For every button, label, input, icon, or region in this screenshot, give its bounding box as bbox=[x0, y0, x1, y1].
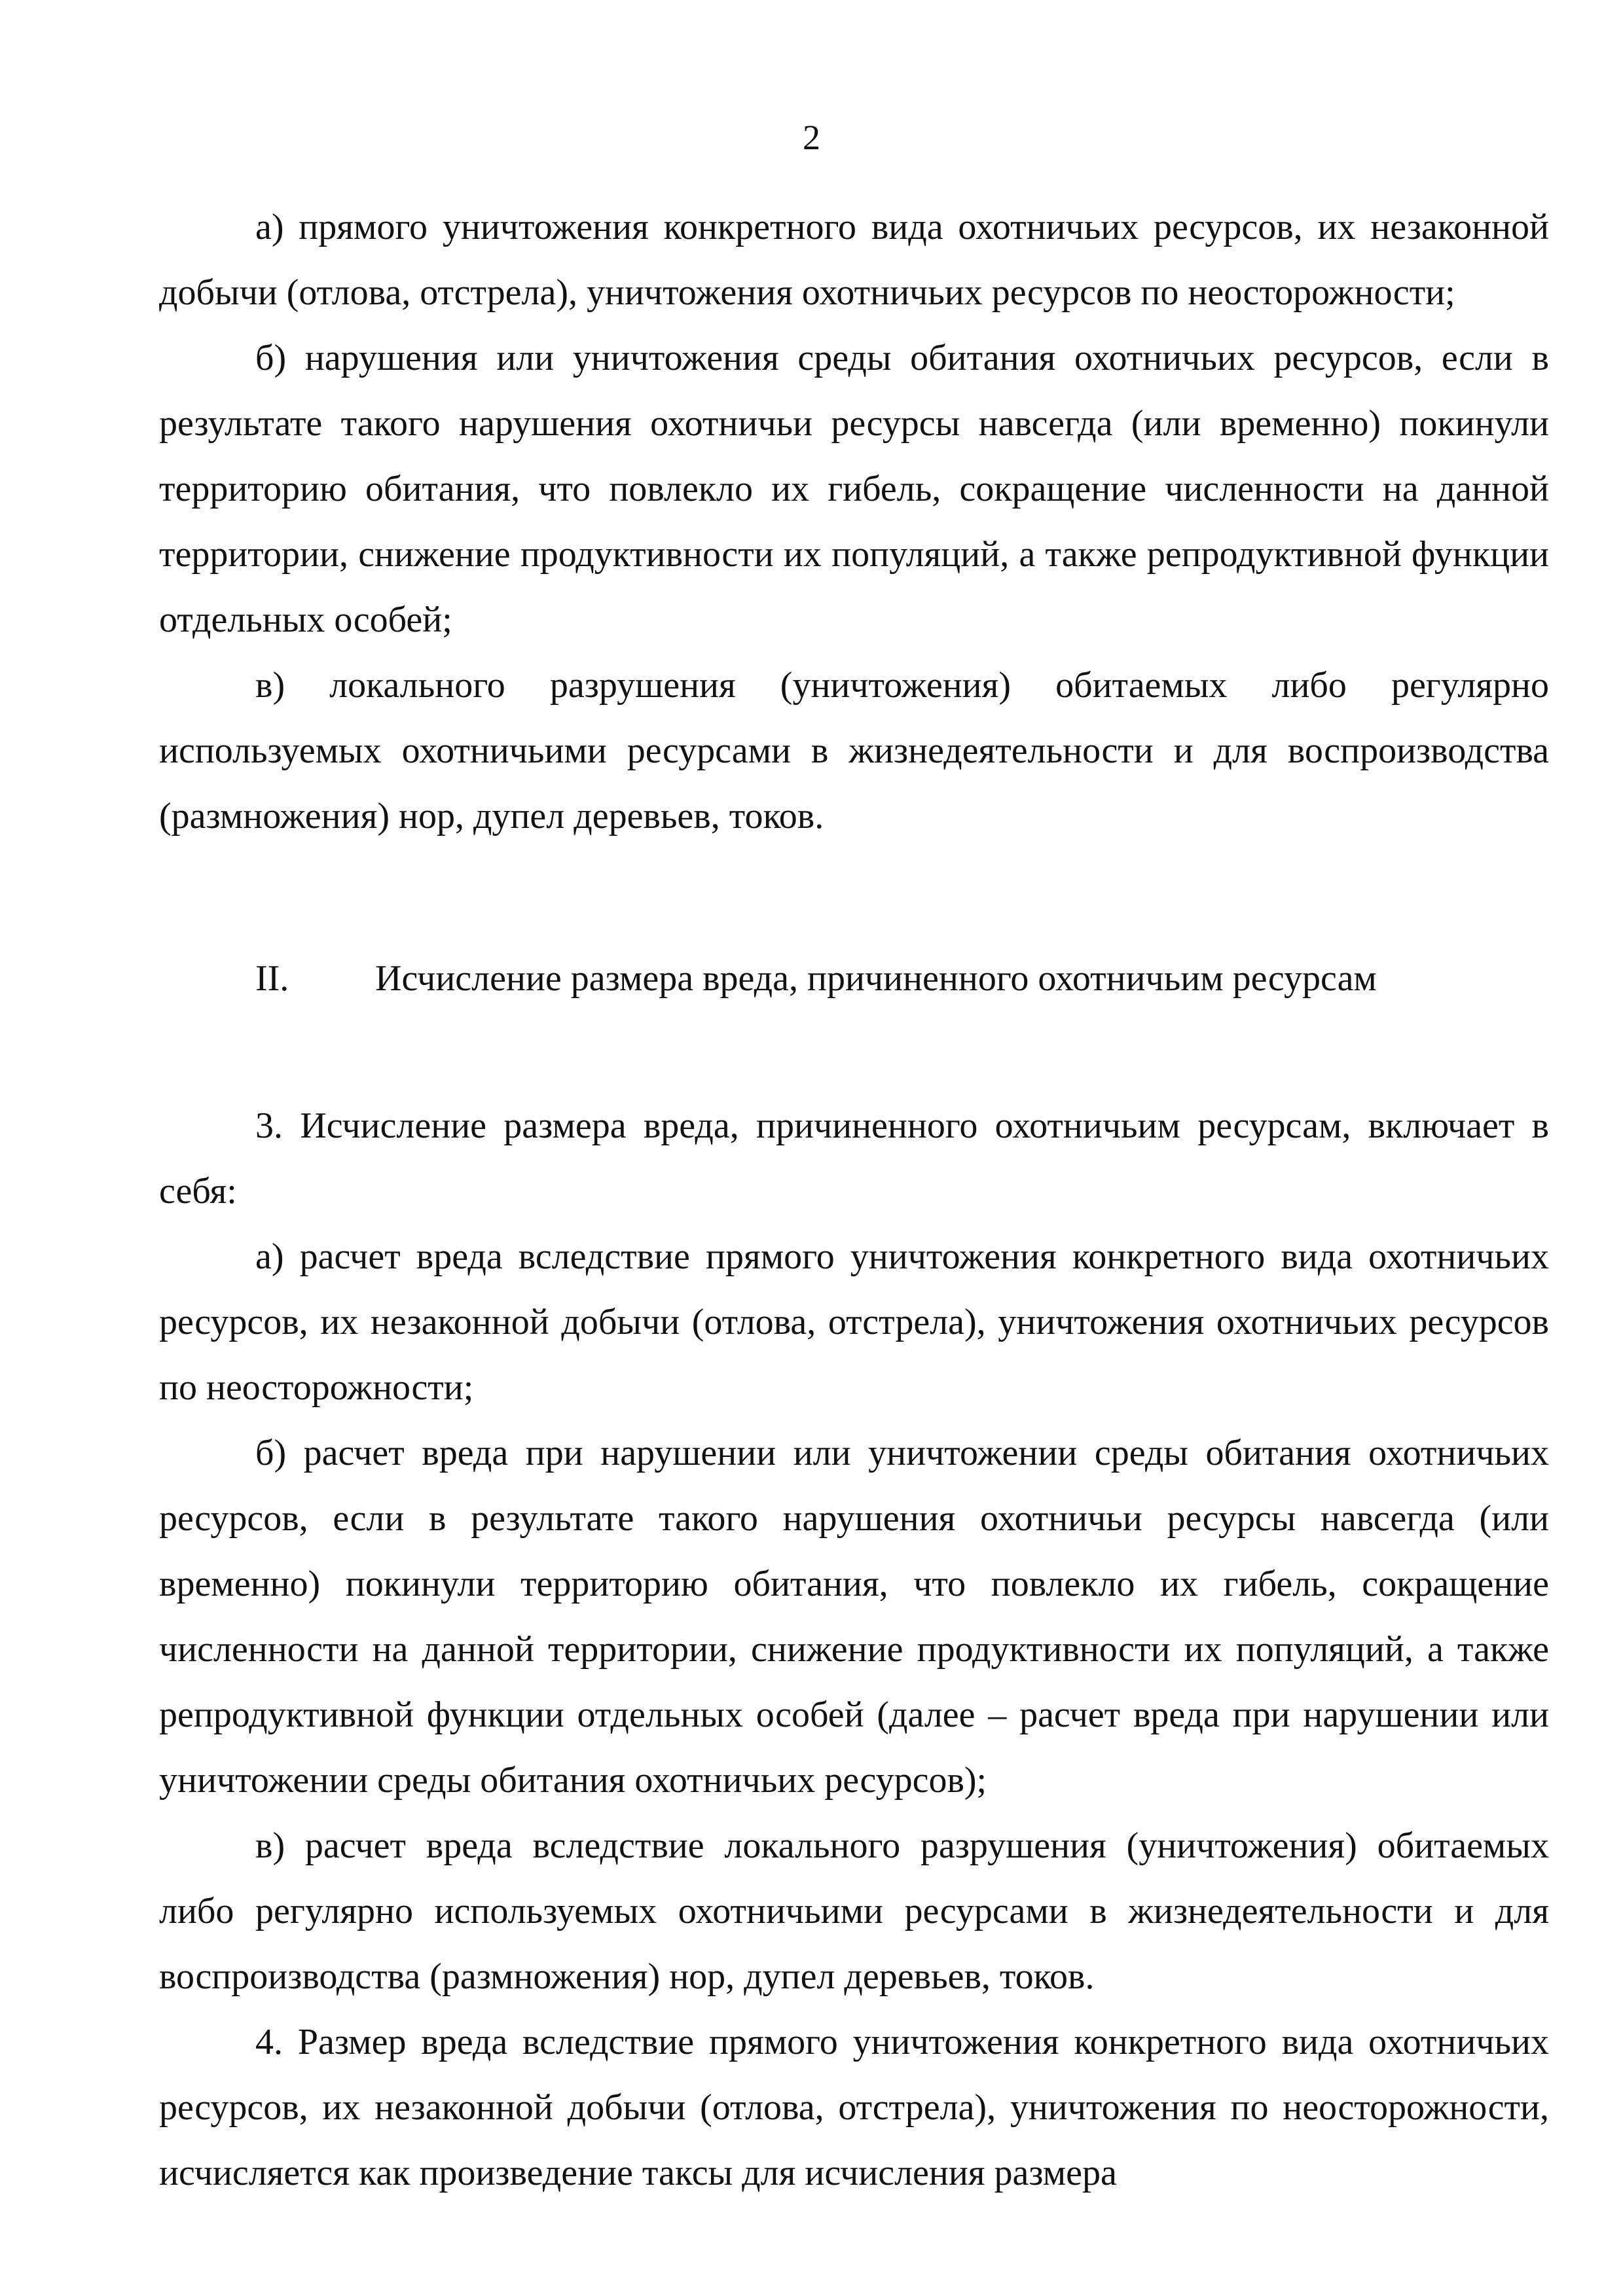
paragraph-b-habitat-violation: б) нарушения или уничтожения среды обитания охотничьих ресурсов, если в результате такого нарушения охотничьи ресурсы навсегда (или временно) покинули территорию обитания, что повлекло их гибель, сокращение численности на данной территории, снижение продуктивности их популяций, а также репродуктивной функции отдельных особей; bbox=[159, 338, 1549, 640]
paragraph-3c-local-destruction-calc: в) расчет вреда вследствие локального разрушения (уничтожения) обитаемых либо регулярно используемых охотничьими ресурсами в жизнедеятельности и для воспроизводства (размножения) нор, дупел деревьев, токов. bbox=[159, 1825, 1549, 1997]
paragraph-a-direct-destruction: а) прямого уничтожения конкретного вида охотничьих ресурсов, их незаконной добычи (отлова, отстрела), уничтожения охотничьих ресурсов по неосторожности; bbox=[159, 207, 1549, 313]
section-heading bbox=[159, 946, 1549, 1011]
paragraph-3b-habitat-calc: б) расчет вреда при нарушении или уничтожении среды обитания охотничьих ресурсов, если в результате такого нарушения охотничьи ресурсы навсегда (или временно) покинули территорию обитания, что повлекло их гибель, сокращение численности на данной территории, снижение продуктивности их популяций, а также репродуктивной функции отдельных особей (далее – расчет вреда при нарушении или уничтожении среды обитания охотничьих ресурсов); bbox=[159, 1433, 1549, 1801]
paragraph-4-damage-size: 4. Размер вреда вследствие прямого уничтожения конкретного вида охотничьих ресурсов, их незаконной добычи (отлова, отстрела), уничтожения по неосторожности, исчисляется как произведение таксы для исчисления размера bbox=[159, 2022, 1549, 2193]
paragraph-3-calculation-includes: 3. Исчисление размера вреда, причиненного охотничьим ресурсам, включает в себя: bbox=[159, 1105, 1549, 1211]
paragraph-3a-direct-destruction-calc: а) расчет вреда вследствие прямого уничтожения конкретного вида охотничьих ресурсов, их незаконной добычи (отлова, отстрела), уничтожения охотничьих ресурсов по неосторожности; bbox=[159, 1236, 1549, 1408]
page-number: 2 bbox=[803, 118, 820, 157]
section-spacer bbox=[159, 849, 1549, 946]
section-number: II. bbox=[255, 958, 289, 999]
paragraph-c-local-destruction: в) локального разрушения (уничтожения) обитаемых либо регулярно используемых охотничьими ресурсами в жизнедеятельности и для воспроизводства (размножения) нор, дупел деревьев, токов. bbox=[159, 665, 1549, 836]
section-title: Исчисление размера вреда, причиненного охотничьим ресурсам bbox=[375, 958, 1377, 999]
section-spacer bbox=[159, 1011, 1549, 1093]
document-body bbox=[159, 194, 1549, 2206]
